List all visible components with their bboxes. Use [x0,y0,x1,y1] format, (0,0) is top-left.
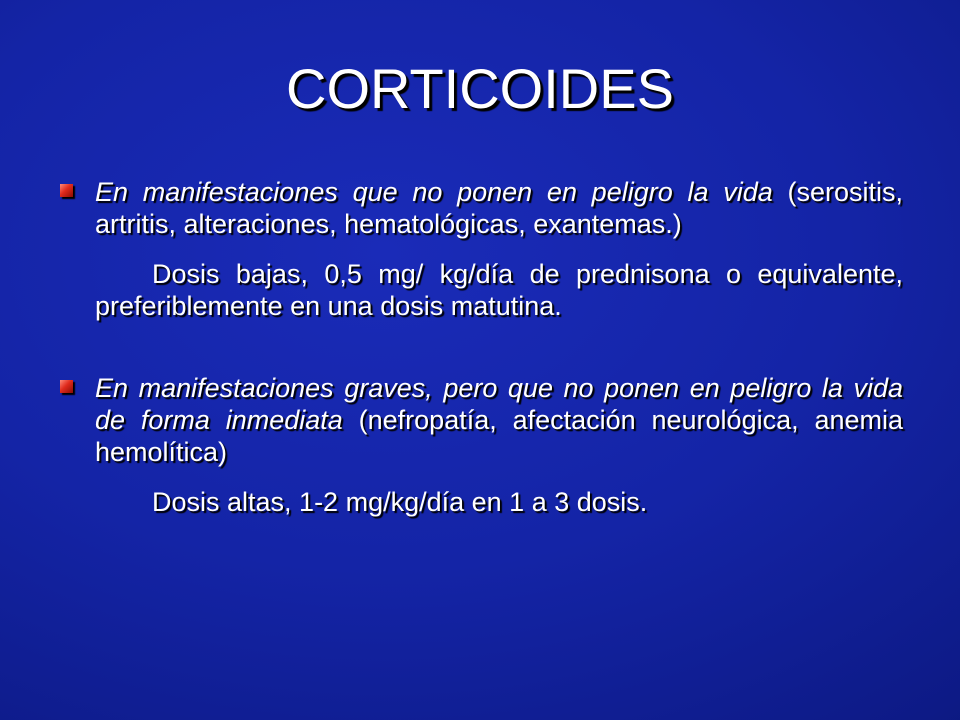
square-bullet-icon [60,380,73,393]
bullet-text-2 [95,372,903,468]
square-bullet-icon [60,184,73,197]
slide-content [95,176,903,518]
bullet-italic-text-2: En manifestaciones graves, pero que no ponen en peligro la vida de forma inmediata [95,373,903,435]
bullet-plain-text-1: (serositis, artritis, alteraciones, hematológicas, exantemas.) [95,177,903,239]
bullet-text-1 [95,176,903,240]
dose-text-1: Dosis bajas, 0,5 mg/ kg/día de prednisona o equivalente, preferiblemente en una dosis matutina. [95,259,903,321]
bullet-item-2 [95,372,903,518]
bullet-item-1 [95,176,903,322]
slide-title: CORTICOIDES [286,57,674,120]
bullet-italic-text-1: En manifestaciones que no ponen en peligro la vida [95,177,773,207]
dose-text-2: Dosis altas, 1-2 mg/kg/día en 1 a 3 dosis. [152,487,648,517]
bullet-plain-text-2: (nefropatía, afectación neurológica, anemia hemolítica) [95,405,903,467]
